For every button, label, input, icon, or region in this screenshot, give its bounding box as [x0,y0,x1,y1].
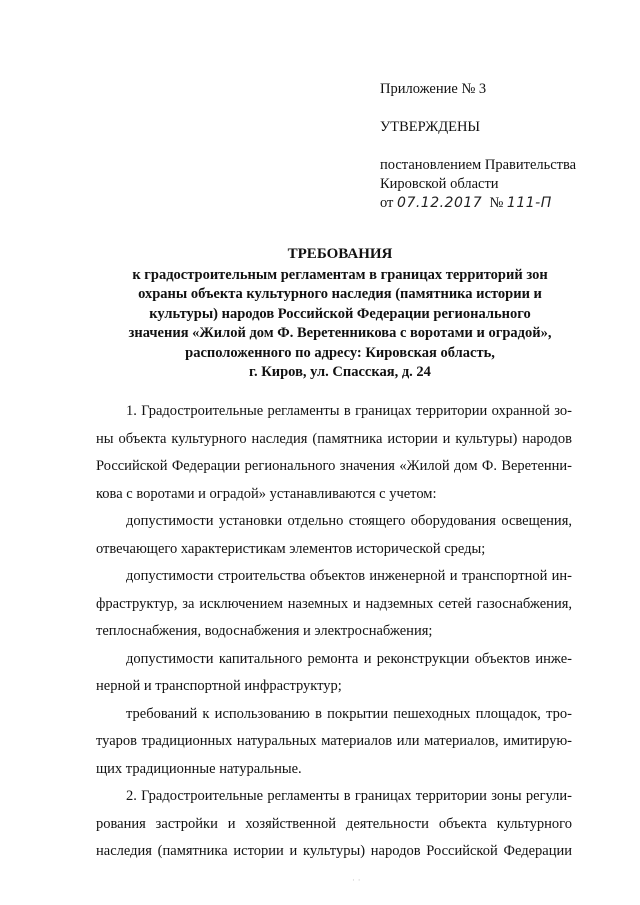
text-line: ны объекта культурного наследия (памятника истории и культуры) народов [96,430,572,447]
text-line: наследия (памятника истории и культуры) народов Российской Федерации [96,843,572,859]
title-line: охраны объекта культурного наследия (памятника истории и [138,286,542,302]
text-line: Российской Федерации регионального значения «Жилой дом Ф. Веретенни- [96,458,572,474]
decree-line-2: Кировской области [380,176,499,192]
text-line: отвечающего характеристикам элементов исторической среды; [96,540,486,557]
text-line: теплоснабжения, водоснабжения и электроснабжения; [96,623,433,639]
decree-date-line [380,194,620,213]
approved-label: УТВЕРЖДЕНЫ [380,119,481,135]
paragraph-4 [96,650,572,697]
text-line: 2. Градостроительные регламенты в границах территории зоны регули- [126,788,572,804]
approval-block [380,80,620,213]
title-line: расположенного по адресу: Кировская область, [185,344,495,361]
text-line: рования застройки и хозяйственной деятельности объекта культурного [96,815,572,832]
text-line: допустимости строительства объектов инженерной и транспортной ин- [126,568,572,584]
scan-artifact: · · [352,876,361,886]
text-line: 1. Градостроительные регламенты в границах территории охранной зо- [126,403,572,419]
document-body [96,402,572,862]
text-line: туаров традиционных натуральных материалов или материалов, имитирую- [96,733,572,749]
number-prefix: № [489,195,504,211]
text-line: допустимости установки отдельно стоящего оборудования освещения, [126,513,572,529]
handwritten-number: 111-П [506,195,552,211]
text-line: щих традиционные натуральные. [96,760,302,777]
paragraph-3 [96,567,572,642]
paragraph-2 [96,512,572,559]
title-line: к градостроительным регламентам в границах территорий зон [132,266,548,283]
appendix-label: Приложение № 3 [380,81,487,97]
text-line: допустимости капитального ремонта и реконструкции объектов инже- [126,650,572,667]
from-prefix: от [380,195,394,211]
text-line: нерной и транспортной инфраструктур; [96,678,342,694]
paragraph-1 [96,402,572,504]
text-line: требований к использованию в покрытии пешеходных площадок, тро- [126,705,572,722]
title-line: культуры) народов Российской Федерации регионального [149,305,531,322]
decree-line-1: постановлением Правительства [380,157,577,173]
paragraph-5 [96,705,572,780]
handwritten-date: 07.12.2017 [397,195,483,211]
document-title [90,245,590,383]
title-line: г. Киров, ул. Спасская, д. 24 [249,364,431,380]
title-line: значения «Жилой дом Ф. Веретенникова с воротами и оградой», [128,325,552,341]
text-line: фраструктур, за исключением наземных и надземных сетей газоснабжения, [96,595,572,612]
paragraph-6 [96,787,572,862]
title-main: ТРЕБОВАНИЯ [287,246,393,262]
text-line: кова с воротами и оградой» устанавливаются с учетом: [96,485,437,502]
